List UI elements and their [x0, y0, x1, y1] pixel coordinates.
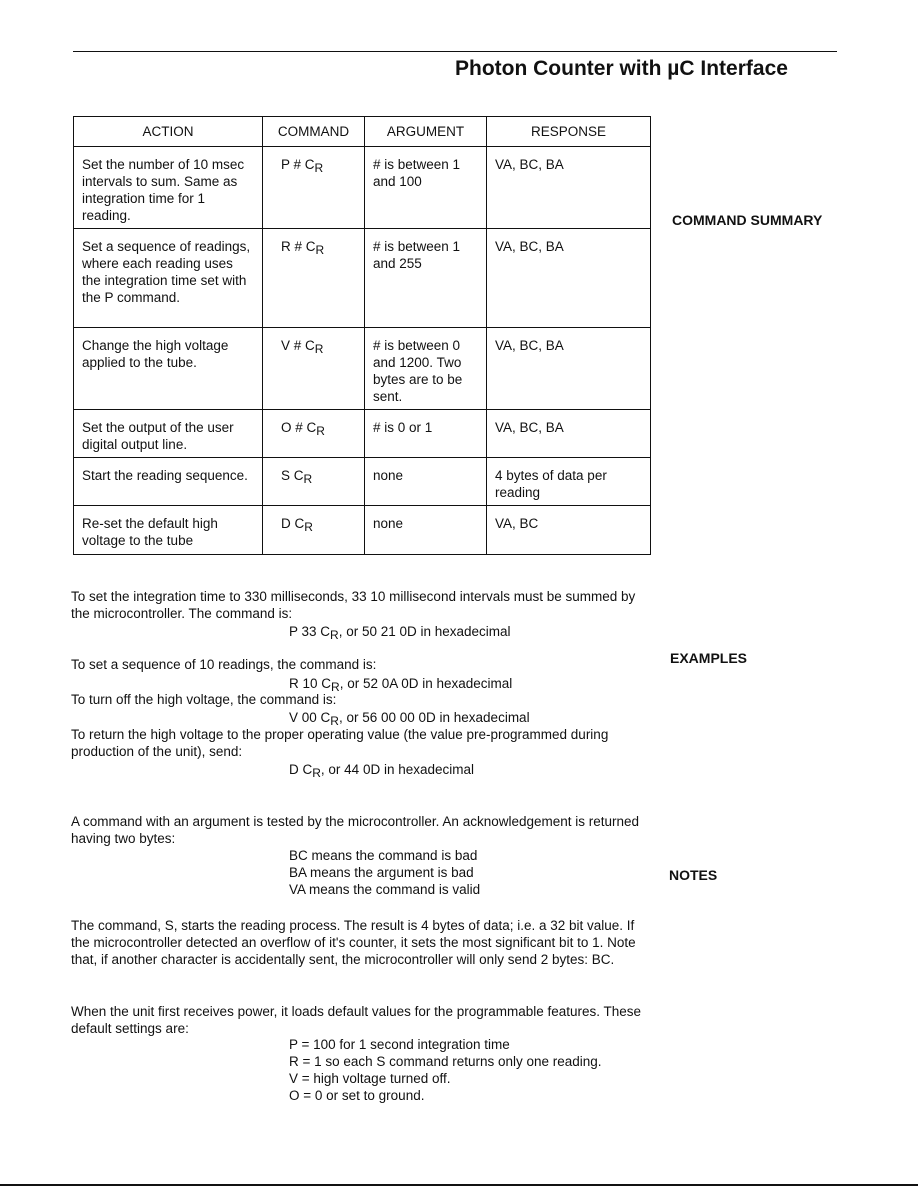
cell-response: VA, BC, BA [487, 410, 651, 458]
ack-item: VA means the command is valid [289, 882, 481, 897]
table-row [74, 229, 651, 328]
table-row [74, 328, 651, 410]
cell-command: D CR [263, 506, 365, 555]
section-label-notes: NOTES [669, 867, 718, 883]
cell-command: V # CR [263, 328, 365, 410]
cell-argument: # is 0 or 1 [365, 410, 487, 458]
cell-argument: # is between 0 and 1200. Two bytes are to be sent. [365, 328, 487, 410]
cell-response: 4 bytes of data per reading [487, 458, 651, 506]
note-paragraph: The command, S, starts the reading process. The result is 4 bytes of data; i.e. a 32 bit value. If the microcontroller detected an overflow of it's counter, it sets the most significant bit to 1. Note that, if another character is accidentally sent, the microcontroller will only send 2 bytes: BC. [71, 918, 636, 967]
table-row [74, 458, 651, 506]
col-header-response: RESPONSE [487, 117, 651, 147]
example-paragraph: To return the high voltage to the proper operating value (the value pre-programmed during production of the unit), send: [71, 727, 609, 759]
cell-argument: # is between 1 and 100 [365, 147, 487, 229]
section-label-examples: EXAMPLES [670, 650, 748, 666]
col-header-argument: ARGUMENT [365, 117, 487, 147]
cell-argument: none [365, 506, 487, 555]
cell-argument: # is between 1 and 255 [365, 229, 487, 328]
default-setting: O = 0 or set to ground. [289, 1088, 425, 1103]
cell-command: R # CR [263, 229, 365, 328]
table-row [74, 410, 651, 458]
default-setting: R = 1 so each S command returns only one reading. [289, 1054, 602, 1069]
cell-command: S CR [263, 458, 365, 506]
cell-action: Set the output of the user digital output line. [74, 410, 263, 458]
example-command: D CR, or 44 0D in hexadecimal [289, 762, 475, 780]
cell-command: P # CR [263, 147, 365, 229]
col-header-action: ACTION [74, 117, 263, 147]
cell-action: Start the reading sequence. [74, 458, 263, 506]
default-setting: V = high voltage turned off. [289, 1071, 451, 1086]
ack-item: BC means the command is bad [289, 848, 478, 863]
footer-rule [0, 1184, 918, 1186]
cell-action: Change the high voltage applied to the tube. [74, 328, 263, 410]
example-paragraph: To set the integration time to 330 milliseconds, 33 10 millisecond intervals must be summed by the microcontroller. The command is: [71, 589, 636, 621]
cell-action: Set a sequence of readings, where each reading uses the integration time set with the P command. [74, 229, 263, 328]
cell-command: O # CR [263, 410, 365, 458]
table-header-row [74, 117, 651, 147]
cell-response: VA, BC [487, 506, 651, 555]
note-paragraph: A command with an argument is tested by the microcontroller. An acknowledgement is returned having two bytes: [71, 814, 640, 846]
section-label-command-summary: COMMAND SUMMARY [672, 212, 823, 228]
page-title: Photon Counter with µC Interface [455, 57, 788, 80]
cell-action: Re-set the default high voltage to the tube [74, 506, 263, 555]
cell-response: VA, BC, BA [487, 229, 651, 328]
example-command: V 00 CR, or 56 00 00 0D in hexadecimal [289, 710, 530, 728]
ack-item: BA means the argument is bad [289, 865, 474, 880]
cell-argument: none [365, 458, 487, 506]
table-row [74, 147, 651, 229]
cell-response: VA, BC, BA [487, 147, 651, 229]
col-header-command: COMMAND [263, 117, 365, 147]
header-rule [73, 51, 837, 52]
example-command: R 10 CR, or 52 0A 0D in hexadecimal [289, 676, 513, 694]
note-paragraph: When the unit first receives power, it loads default values for the programmable features. These default settings are: [71, 1004, 642, 1036]
example-paragraph: To turn off the high voltage, the command is: [71, 692, 337, 707]
example-command: P 33 CR, or 50 21 0D in hexadecimal [289, 624, 511, 642]
cell-action: Set the number of 10 msec intervals to sum. Same as integration time for 1 reading. [74, 147, 263, 229]
default-setting: P = 100 for 1 second integration time [289, 1037, 510, 1052]
command-summary-table [73, 116, 651, 555]
example-paragraph: To set a sequence of 10 readings, the command is: [71, 657, 377, 672]
cell-response: VA, BC, BA [487, 328, 651, 410]
table-row [74, 506, 651, 555]
